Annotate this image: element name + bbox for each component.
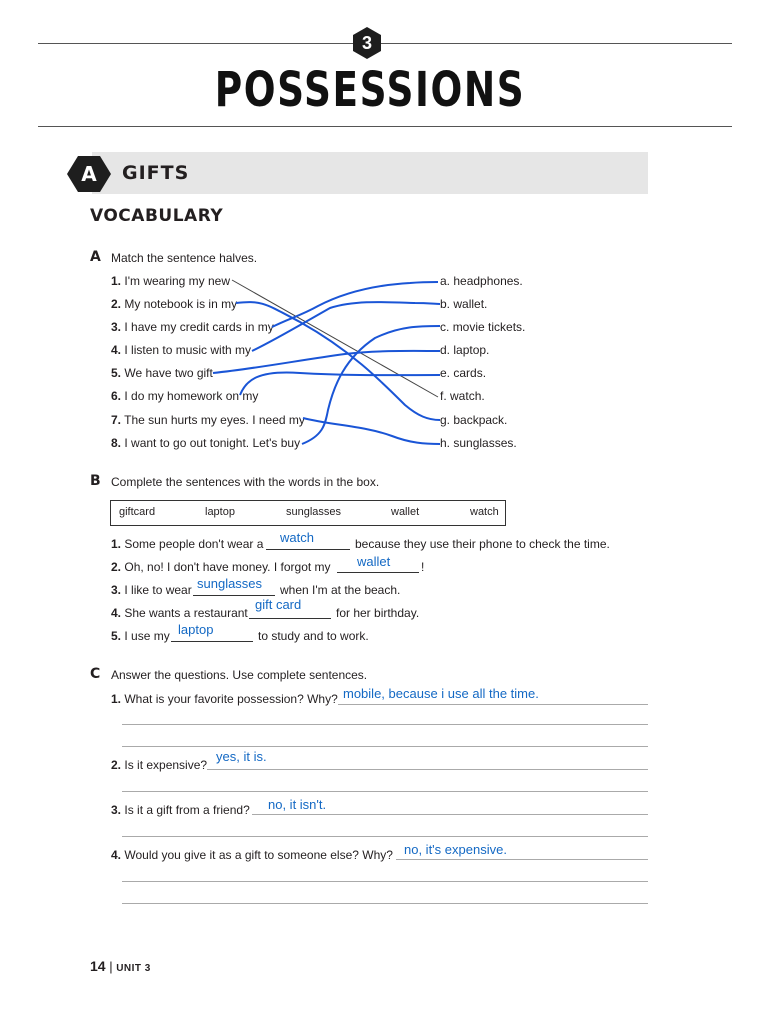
handwritten-answer: gift card: [255, 597, 302, 612]
answer-blank: [249, 618, 331, 619]
answer-line: [122, 903, 648, 904]
exercise-c-label: C: [90, 666, 101, 682]
answer-line: [396, 859, 648, 860]
match-right-item: h. sunglasses.: [440, 436, 517, 450]
handwritten-answer: wallet: [357, 554, 391, 569]
exercise-b-item: 5. I use my: [111, 629, 170, 643]
exercise-c-question: 1. What is your favorite possession? Why?: [111, 692, 338, 706]
answer-line: [122, 836, 648, 837]
match-right-item: e. cards.: [440, 366, 487, 380]
answer-line: [122, 791, 648, 792]
exercise-c-instruction: Answer the questions. Use complete sentences.: [111, 668, 368, 682]
answer-line: [207, 769, 648, 770]
word-box-item: laptop: [205, 506, 235, 518]
footer-divider: |: [109, 959, 117, 974]
match-right-item: f. watch.: [440, 389, 485, 403]
exercise-c-question: 2. Is it expensive?: [111, 758, 208, 772]
answer-line: [122, 881, 648, 882]
page-title: POSSESSIONS: [214, 62, 526, 118]
answer-line: [252, 814, 648, 815]
match-line: [213, 351, 440, 373]
section-title: GIFTS: [122, 162, 190, 184]
exercise-c-question: 3. Is it a gift from a friend?: [111, 803, 250, 817]
match-left-item: 6. I do my homework on my: [111, 389, 259, 403]
answer-blank: [266, 549, 350, 550]
exercise-b-item-after: for her birthday.: [336, 606, 420, 620]
answer-line: [338, 704, 648, 705]
answer-line: [122, 724, 648, 725]
match-left-item: 4. I listen to music with my: [111, 343, 252, 357]
word-box-item: giftcard: [119, 506, 156, 518]
match-line: [302, 326, 440, 444]
exercise-b-item-after: !: [421, 560, 425, 574]
match-left-item: 7. The sun hurts my eyes. I need my: [111, 413, 305, 427]
footer-unit: UNIT 3: [116, 963, 151, 974]
page-number: 14: [90, 958, 106, 974]
section-letter: A: [81, 162, 97, 186]
match-right-item: d. laptop.: [440, 343, 490, 357]
handwritten-answer: yes, it is.: [216, 749, 267, 764]
page-footer: [90, 958, 151, 974]
match-right-item: a. headphones.: [440, 274, 523, 288]
match-right-item: g. backpack.: [440, 413, 508, 427]
match-line: [236, 302, 440, 420]
match-left-item: 8. I want to go out tonight. Let's buy: [111, 436, 301, 450]
unit-number: 3: [361, 33, 372, 53]
exercise-b-item-after: when I'm at the beach.: [280, 583, 401, 597]
answer-blank: [337, 572, 419, 573]
exercise-b-item: 3. I like to wear: [111, 583, 192, 597]
handwritten-answer: watch: [280, 530, 314, 545]
exercise-b-item: 4. She wants a restaurant: [111, 606, 248, 620]
exercise-a-instruction: Match the sentence halves.: [111, 251, 258, 265]
match-left-item: 3. I have my credit cards in my: [111, 320, 274, 334]
word-box-item: wallet: [391, 506, 420, 518]
answer-blank: [193, 595, 275, 596]
exercise-a-label: A: [90, 249, 101, 265]
exercise-c-question: 4. Would you give it as a gift to someone else? Why?: [111, 848, 393, 862]
handwritten-answer: mobile, because i use all the time.: [343, 686, 539, 701]
exercise-b-label: B: [90, 473, 101, 489]
answer-blank: [171, 641, 253, 642]
section-subtitle: VOCABULARY: [90, 206, 224, 226]
match-line: [303, 418, 440, 444]
handwritten-answer: laptop: [178, 622, 214, 637]
exercise-b-item-after: to study and to work.: [258, 629, 369, 643]
handwritten-answer: no, it's expensive.: [404, 842, 507, 857]
match-left-item: 5. We have two gift: [111, 366, 213, 380]
word-box: [110, 500, 506, 526]
exercise-b-item: 2. Oh, no! I don't have money. I forgot my: [111, 560, 331, 574]
exercise-b-item-after: because they use their phone to check the time.: [355, 537, 610, 551]
match-right-item: b. wallet.: [440, 297, 488, 311]
word-box-item: sunglasses: [286, 506, 342, 518]
match-right-item: c. movie tickets.: [440, 320, 526, 334]
handwritten-answer: no, it isn't.: [268, 797, 327, 812]
answer-line: [122, 746, 648, 747]
word-box-item: watch: [470, 506, 499, 518]
match-left-item: 2. My notebook is in my: [111, 297, 238, 311]
exercise-b-instruction: Complete the sentences with the words in the box.: [111, 475, 380, 489]
handwritten-answer: sunglasses: [197, 576, 263, 591]
exercise-b-item: 1. Some people don't wear a: [111, 537, 264, 551]
match-left-item: 1. I'm wearing my new: [111, 274, 231, 288]
